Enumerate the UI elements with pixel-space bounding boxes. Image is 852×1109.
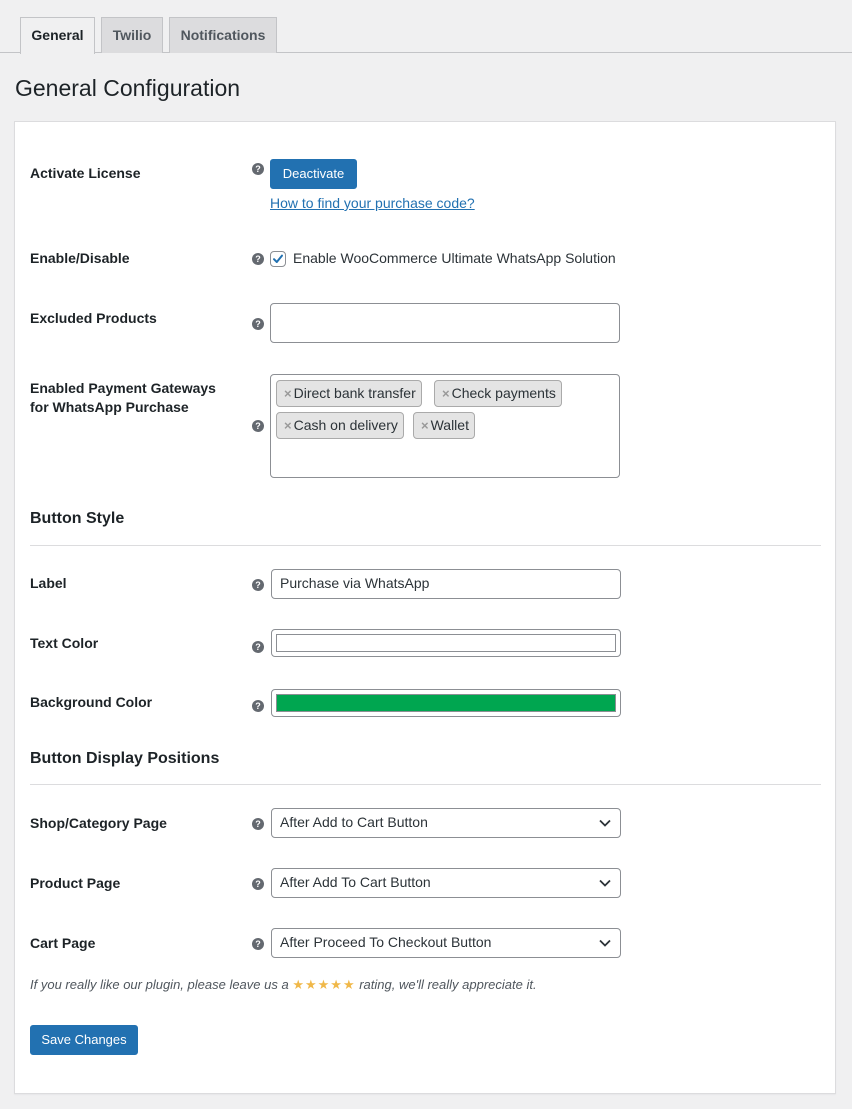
- help-icon[interactable]: ?: [252, 700, 264, 712]
- tab-general[interactable]: General: [20, 17, 95, 54]
- help-icon[interactable]: ?: [252, 579, 264, 591]
- save-changes-button[interactable]: Save Changes: [30, 1025, 138, 1055]
- purchase-code-link[interactable]: How to find your purchase code?: [270, 195, 475, 211]
- help-icon[interactable]: ?: [252, 938, 264, 950]
- remove-tag-icon[interactable]: ×: [284, 386, 292, 401]
- help-icon[interactable]: ?: [252, 420, 264, 432]
- rating-note: [30, 976, 537, 994]
- gateway-tag: [434, 380, 562, 407]
- product-page-select-value: After Add To Cart Button: [280, 874, 431, 890]
- button-label-input[interactable]: Purchase via WhatsApp: [271, 569, 621, 599]
- activate-license-label: Activate License: [30, 165, 141, 181]
- enable-disable-label: Enable/Disable: [30, 250, 130, 266]
- remove-tag-icon[interactable]: ×: [284, 418, 292, 433]
- settings-panel: [14, 121, 836, 1094]
- background-color-swatch[interactable]: [276, 694, 616, 712]
- cart-page-select[interactable]: [271, 928, 621, 958]
- label-field-label: Label: [30, 575, 67, 591]
- rating-stars-link[interactable]: ★★★★★: [292, 977, 356, 992]
- help-icon[interactable]: ?: [252, 253, 264, 265]
- chevron-down-icon: [599, 819, 611, 827]
- tab-twilio[interactable]: Twilio: [101, 17, 163, 53]
- button-style-heading: Button Style: [30, 510, 125, 527]
- section-divider: [30, 784, 821, 785]
- shop-category-select[interactable]: [271, 808, 621, 838]
- tab-notifications[interactable]: Notifications: [169, 17, 277, 53]
- remove-tag-icon[interactable]: ×: [442, 386, 450, 401]
- excluded-products-input[interactable]: [270, 303, 620, 343]
- deactivate-button[interactable]: Deactivate: [270, 159, 357, 189]
- text-color-swatch[interactable]: [276, 634, 616, 652]
- product-page-label: Product Page: [30, 875, 121, 891]
- help-icon[interactable]: ?: [252, 641, 264, 653]
- excluded-products-label: Excluded Products: [30, 310, 157, 326]
- payment-gateways-label-line2: for WhatsApp Purchase: [30, 399, 189, 415]
- rating-note-after: rating, we'll really appreciate it.: [355, 977, 537, 992]
- help-icon[interactable]: ?: [252, 318, 264, 330]
- cart-page-select-value: After Proceed To Checkout Button: [280, 934, 492, 950]
- display-positions-heading: Button Display Positions: [30, 750, 220, 767]
- tab-bar: [0, 0, 852, 53]
- gateway-tag-label: Direct bank transfer: [293, 385, 416, 401]
- remove-tag-icon[interactable]: ×: [421, 418, 429, 433]
- payment-gateways-label-line1: Enabled Payment Gateways: [30, 380, 216, 396]
- gateway-tag: [276, 380, 422, 407]
- help-icon[interactable]: ?: [252, 163, 264, 175]
- enable-checkbox[interactable]: [270, 251, 286, 267]
- text-color-picker[interactable]: [271, 629, 621, 657]
- chevron-down-icon: [599, 879, 611, 887]
- shop-category-select-value: After Add to Cart Button: [280, 814, 428, 830]
- gateway-tag-label: Check payments: [451, 385, 556, 401]
- help-icon[interactable]: ?: [252, 818, 264, 830]
- gateway-tag: [413, 412, 475, 439]
- chevron-down-icon: [599, 939, 611, 947]
- cart-page-label: Cart Page: [30, 935, 96, 951]
- background-color-picker[interactable]: [271, 689, 621, 717]
- product-page-select[interactable]: [271, 868, 621, 898]
- checkmark-icon: [271, 252, 285, 266]
- help-icon[interactable]: ?: [252, 878, 264, 890]
- enable-checkbox-label[interactable]: Enable WooCommerce Ultimate WhatsApp Solution: [293, 250, 616, 266]
- page-title: General Configuration: [15, 75, 241, 101]
- gateway-tag-label: Wallet: [430, 417, 469, 433]
- shop-category-label: Shop/Category Page: [30, 815, 167, 831]
- payment-gateways-multiselect[interactable]: [270, 374, 620, 478]
- gateway-tag: [276, 412, 404, 439]
- text-color-label: Text Color: [30, 635, 99, 651]
- section-divider: [30, 545, 821, 546]
- gateway-tag-label: Cash on delivery: [293, 417, 398, 433]
- background-color-label: Background Color: [30, 694, 153, 710]
- rating-note-before: If you really like our plugin, please leave us a: [30, 977, 293, 992]
